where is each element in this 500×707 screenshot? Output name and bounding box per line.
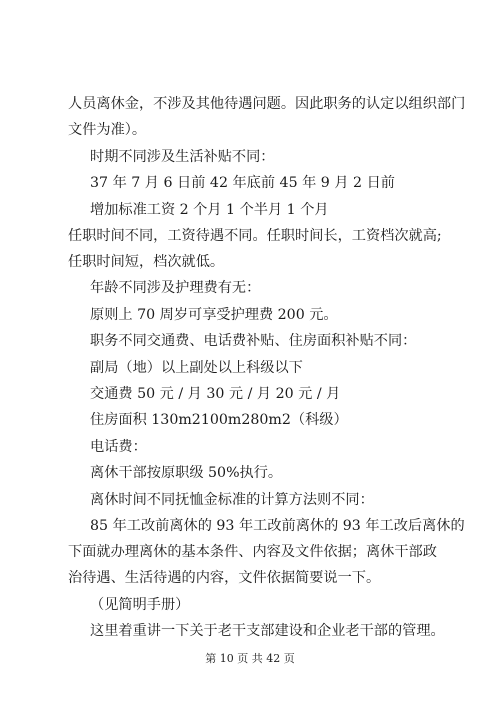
page-footer: 第 10 页 共 42 页 [205,652,295,665]
paragraph-line: 离休干部按原职级 50%执行。 [90,465,283,481]
paragraph-line: （见简明手册） [90,597,190,613]
paragraph-line: 职务不同交通费、电话费补贴、住房面积补贴不同： [90,333,417,349]
paragraph-line: 副局（地）以上副处以上科级以下 [90,360,303,376]
paragraph-line: 时期不同涉及生活补贴不同： [90,149,275,165]
paragraph-line: 任职时间不同，工资待遇不同。任职时间长，工资档次就高; [68,228,442,244]
paragraph-line: 电话费： [90,439,147,455]
paragraph-line: 离休时间不同抚恤金标准的计算方法则不同： [90,492,374,508]
paragraph-line: 原则上 70 周岁可享受护理费 200 元。 [90,307,338,323]
paragraph-line: 年龄不同涉及护理费有无： [90,280,261,296]
paragraph-line: 任职时间短，档次就低。 [68,254,225,270]
paragraph-line: 增加标准工资 2 个月 1 个半月 1 个月 [90,202,329,218]
paragraph-line: 下面就办理离休的基本条件、内容及文件依据；离休干部政 [68,544,437,560]
paragraph-line: 85 年工改前离休的 93 年工改前离休的 93 年工改后离休的 [90,518,465,534]
paragraph-line: 治待遇、生活待遇的内容，文件依据简要说一下。 [68,570,381,586]
paragraph-line: 交通费 50 元 / 月 30 元 / 月 20 元 / 月 [90,386,341,402]
paragraph-line: 37 年 7 月 6 日前 42 年底前 45 年 9 月 2 日前 [90,175,395,191]
paragraph-line: 住房面积 130m2100m280m2（科级） [90,412,348,428]
paragraph-line: 这里着重讲一下关于老干支部建设和企业老干部的管理。 [90,623,445,639]
paragraph-line: 文件为准）。 [68,122,147,138]
paragraph-line: 人员离休金，不涉及其他待遇问题。因此职务的认定以组织部门 [68,96,466,112]
